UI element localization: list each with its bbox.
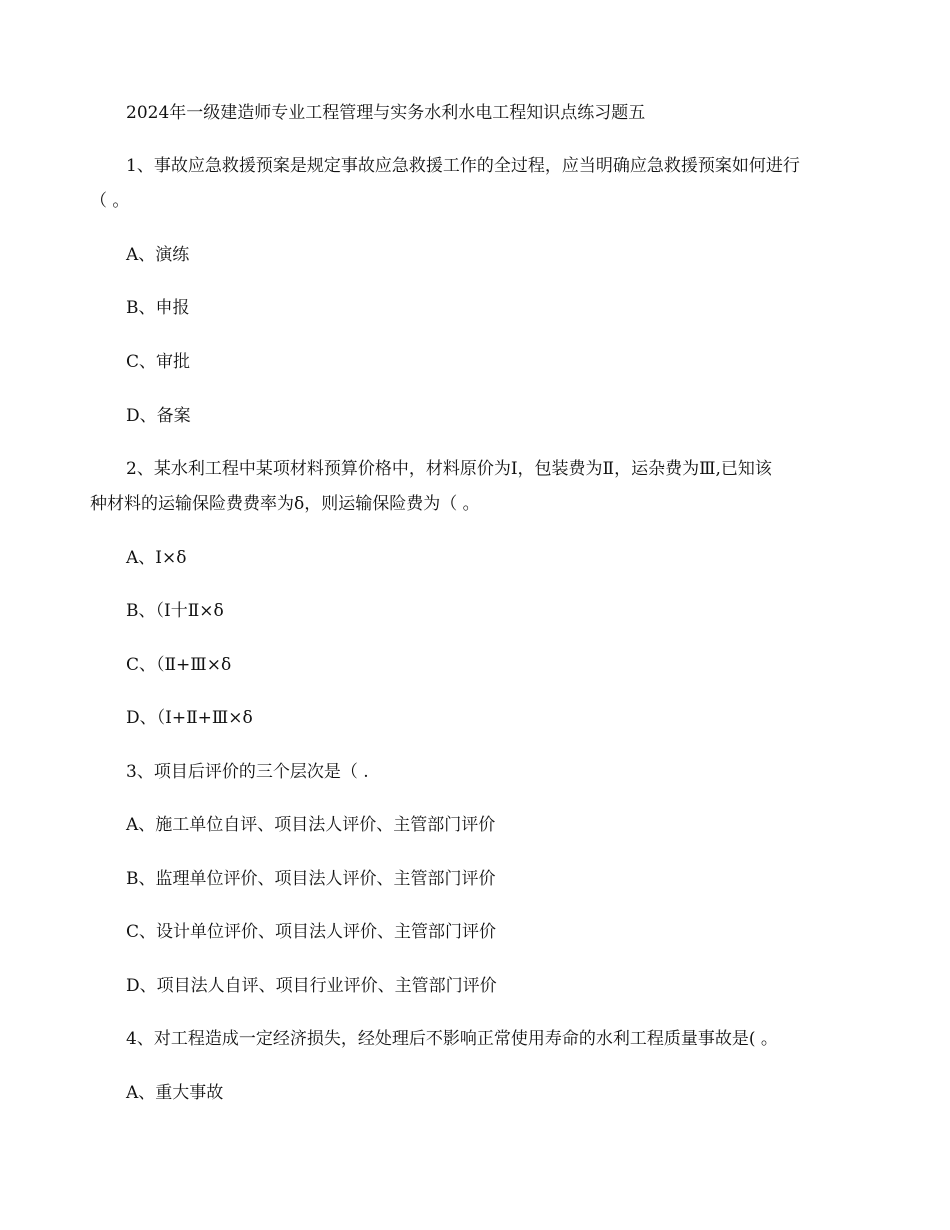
question-1-option-b: B、申报 (126, 298, 190, 318)
document-title: 2024年一级建造师专业工程管理与实务水利水电工程知识点练习题五 (126, 103, 646, 123)
question-4-stem: 4、对工程造成一定经济损失，经处理后不影响正常使用寿命的水利工程质量事故是( 。 (126, 1029, 778, 1049)
question-1-stem: 1、事故应急救援预案是规定事故应急救援工作的全过程，应当明确应急救援预案如何进行 (126, 156, 800, 176)
question-2-option-b: B、（Ⅰ十Ⅱ×δ (126, 601, 224, 621)
question-3-option-d: D、项目法人自评、项目行业评价、主管部门评价 (126, 976, 497, 996)
question-1-option-a: A、演练 (126, 245, 190, 265)
question-3-option-b: B、监理单位评价、项目法人评价、主管部门评价 (126, 869, 496, 889)
question-2-stem: 2、某水利工程中某项材料预算价格中，材料原价为Ⅰ，包装费为Ⅱ，运杂费为Ⅲ,已知该 (126, 459, 772, 479)
question-2-option-a: A、Ⅰ×δ (126, 548, 187, 568)
question-1-option-c: C、审批 (126, 352, 191, 372)
question-2-stem-continued: 种材料的运输保险费费率为δ，则运输保险费为（ 。 (90, 494, 480, 514)
question-2-option-d: D、（Ⅰ+Ⅱ+Ⅲ×δ (126, 708, 253, 728)
question-3-option-a: A、施工单位自评、项目法人评价、主管部门评价 (126, 815, 496, 835)
question-4-option-a: A、重大事故 (126, 1083, 224, 1103)
question-1-option-d: D、备案 (126, 406, 191, 426)
question-3-option-c: C、设计单位评价、项目法人评价、主管部门评价 (126, 922, 497, 942)
question-2-option-c: C、（Ⅱ+Ⅲ×δ (126, 655, 232, 675)
question-3-stem: 3、项目后评价的三个层次是（ . (126, 762, 369, 782)
question-1-stem-continued: （ 。 (90, 191, 130, 211)
